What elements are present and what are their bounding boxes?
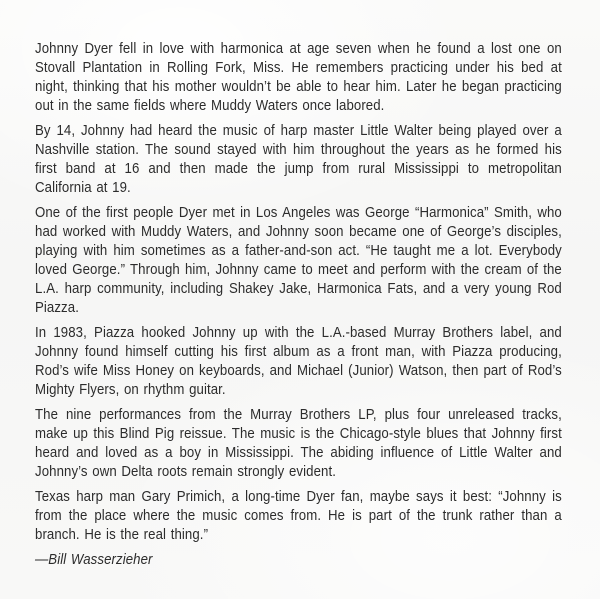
paragraph-george-smith: One of the first people Dyer met in Los Angeles was George “Harmonica” Smith, who had worked with Muddy Waters, and Johnny soon became one of George’s disciples, playing with him sometimes as a father-and-son act. “He taught me a lot. Everybody loved George.” Through him, Johnny came to meet and perform with the cream of the L.A. harp community, including Shakey Jake, Harmonica Fats, and a very young Rod Piazza. <box>35 204 562 316</box>
author-byline: —Bill Wasserzieher <box>35 551 153 568</box>
paragraph-blind-pig-reissue: The nine performances from the Murray Brothers LP, plus four unreleased tracks, make up this Blind Pig reissue. The music is the Chicago-style blues that Johnny first heard and loved as a boy in Mississippi. The abiding influence of Little Walter and Johnny’s own Delta roots remain strongly evident. <box>35 406 562 480</box>
paragraph-murray-brothers: In 1983, Piazza hooked Johnny up with the L.A.-based Murray Brothers label, and Johnny found himself cutting his first album as a front man, with Piazza producing, Rod’s wife Miss Honey on keyboards, and Michael (Junior) Watson, then part of Rod’s Mighty Flyers, on rhythm guitar. <box>35 324 562 398</box>
paragraph-little-walter: By 14, Johnny had heard the music of harp master Little Walter being played over a Nashville station. The sound stayed with him throughout the years as he formed his first band at 16 and then made the jump from rural Mississippi to metropolitan California at 19. <box>35 122 562 196</box>
text-column <box>35 39 562 569</box>
paragraph-intro-harmonica: Johnny Dyer fell in love with harmonica at age seven when he found a lost one on Stovall Plantation in Rolling Fork, Miss. He remembers practicing under his bed at night, thinking that his mother wouldn’t be able to hear him. Later he began practicing out in the same fields where Muddy Waters once labored. <box>35 40 562 114</box>
paragraph-gary-primich-quote: Texas harp man Gary Primich, a long-time Dyer fan, maybe says it best: “Johnny is from the place where the music comes from. He is part of the trunk rather than a branch. He is the real thing.” <box>35 488 562 543</box>
liner-notes-text-block <box>35 39 562 575</box>
